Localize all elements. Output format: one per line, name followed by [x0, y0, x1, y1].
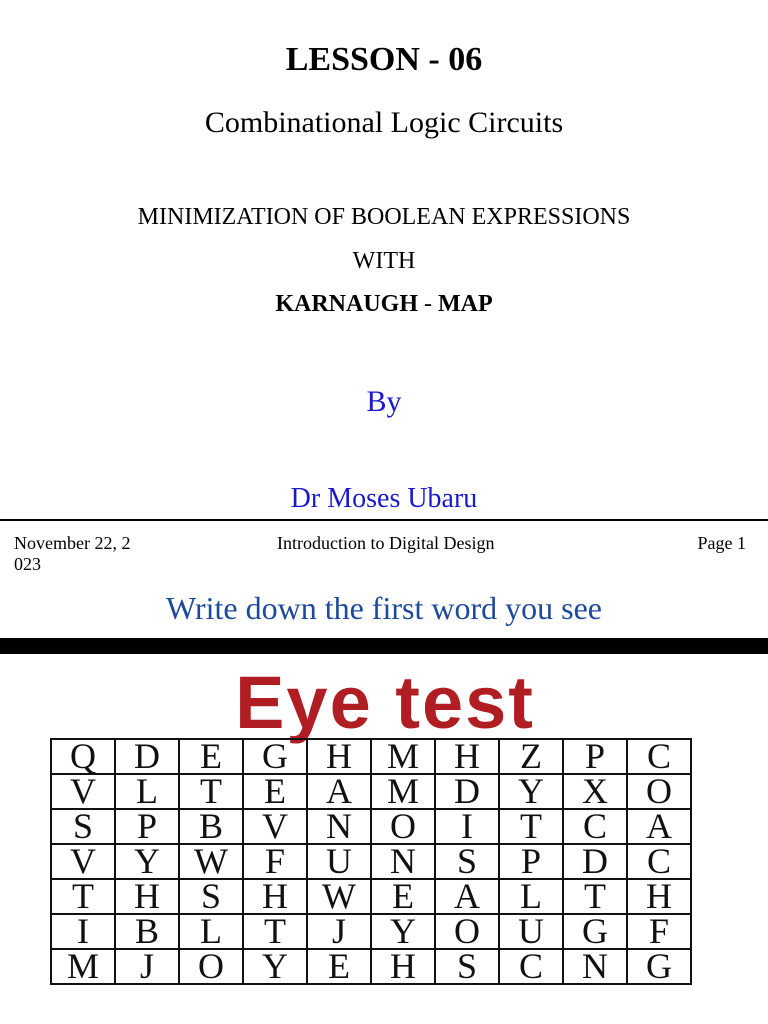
grid-cell: Y	[499, 774, 563, 809]
grid-cell: H	[243, 879, 307, 914]
eye-test-heading: Eye test	[235, 661, 535, 744]
grid-cell: C	[563, 809, 627, 844]
grid-cell: M	[51, 949, 115, 984]
grid-cell: H	[627, 879, 691, 914]
author-name: Dr Moses Ubaru	[290, 483, 478, 514]
grid-cell: J	[115, 949, 179, 984]
grid-row	[51, 739, 691, 774]
grid-cell: L	[499, 879, 563, 914]
footer-page: Page 1	[697, 533, 746, 553]
grid-cell: H	[371, 949, 435, 984]
grid-row	[51, 809, 691, 844]
grid-cell: S	[435, 844, 499, 879]
grid-cell: Z	[499, 739, 563, 774]
grid-cell: N	[307, 809, 371, 844]
grid-cell: T	[243, 914, 307, 949]
lesson-subtitle: Combinational Logic Circuits	[204, 106, 564, 139]
grid-cell: F	[243, 844, 307, 879]
grid-cell: L	[115, 774, 179, 809]
grid-cell: G	[563, 914, 627, 949]
grid-cell: B	[179, 809, 243, 844]
grid-cell: X	[563, 774, 627, 809]
grid-cell: D	[435, 774, 499, 809]
grid-cell: V	[51, 844, 115, 879]
grid-cell: P	[563, 739, 627, 774]
topic-kmap-map: MAP	[438, 291, 493, 317]
grid-cell: Y	[371, 914, 435, 949]
grid-cell: A	[627, 809, 691, 844]
grid-cell: W	[179, 844, 243, 879]
grid-cell: M	[371, 739, 435, 774]
grid-cell: O	[627, 774, 691, 809]
black-band-divider	[0, 638, 768, 654]
grid-cell: H	[115, 879, 179, 914]
grid-cell: D	[563, 844, 627, 879]
grid-cell: P	[115, 809, 179, 844]
grid-row	[51, 844, 691, 879]
grid-cell: C	[499, 949, 563, 984]
grid-cell: E	[307, 949, 371, 984]
grid-cell: S	[435, 949, 499, 984]
topic-kmap-karnaugh: KARNAUGH	[275, 291, 418, 317]
topic-line-1: MINIMIZATION OF BOOLEAN EXPRESSIONS	[137, 204, 631, 230]
grid-row	[51, 949, 691, 984]
footer-divider	[0, 519, 768, 521]
grid-cell: A	[307, 774, 371, 809]
grid-cell: E	[179, 739, 243, 774]
grid-cell: V	[51, 774, 115, 809]
puzzle-instruction: Write down the first word you see	[166, 590, 602, 626]
grid-cell: Y	[243, 949, 307, 984]
grid-cell: W	[307, 879, 371, 914]
grid-cell: D	[115, 739, 179, 774]
grid-cell: P	[499, 844, 563, 879]
lesson-title: LESSON - 06	[285, 41, 483, 78]
grid-cell: E	[371, 879, 435, 914]
footer-course: Introduction to Digital Design	[277, 533, 495, 553]
grid-cell: Q	[51, 739, 115, 774]
grid-cell: C	[627, 844, 691, 879]
by-label: By	[366, 385, 402, 418]
grid-cell: A	[435, 879, 499, 914]
grid-cell: L	[179, 914, 243, 949]
grid-cell: C	[627, 739, 691, 774]
grid-cell: T	[179, 774, 243, 809]
grid-cell: T	[51, 879, 115, 914]
grid-cell: N	[563, 949, 627, 984]
grid-cell: I	[51, 914, 115, 949]
grid-cell: M	[371, 774, 435, 809]
grid-row	[51, 879, 691, 914]
grid-row	[51, 774, 691, 809]
grid-cell: F	[627, 914, 691, 949]
grid-cell: J	[307, 914, 371, 949]
letter-grid	[50, 738, 692, 985]
topic-line-2: WITH	[352, 248, 416, 274]
grid-cell: G	[627, 949, 691, 984]
grid-cell: H	[307, 739, 371, 774]
grid-cell: U	[499, 914, 563, 949]
topic-kmap-dash: -	[418, 291, 438, 317]
grid-cell: H	[435, 739, 499, 774]
topic-line-3	[0, 289, 768, 319]
footer-date: November 22, 2 023	[14, 533, 131, 574]
grid-cell: S	[51, 809, 115, 844]
grid-cell: O	[371, 809, 435, 844]
grid-cell: E	[243, 774, 307, 809]
grid-cell: B	[115, 914, 179, 949]
grid-cell: O	[179, 949, 243, 984]
grid-cell: O	[435, 914, 499, 949]
grid-cell: Y	[115, 844, 179, 879]
grid-cell: S	[179, 879, 243, 914]
grid-cell: V	[243, 809, 307, 844]
grid-row	[51, 914, 691, 949]
grid-cell: T	[499, 809, 563, 844]
grid-cell: T	[563, 879, 627, 914]
grid-cell: I	[435, 809, 499, 844]
grid-cell: G	[243, 739, 307, 774]
grid-cell: N	[371, 844, 435, 879]
grid-cell: U	[307, 844, 371, 879]
